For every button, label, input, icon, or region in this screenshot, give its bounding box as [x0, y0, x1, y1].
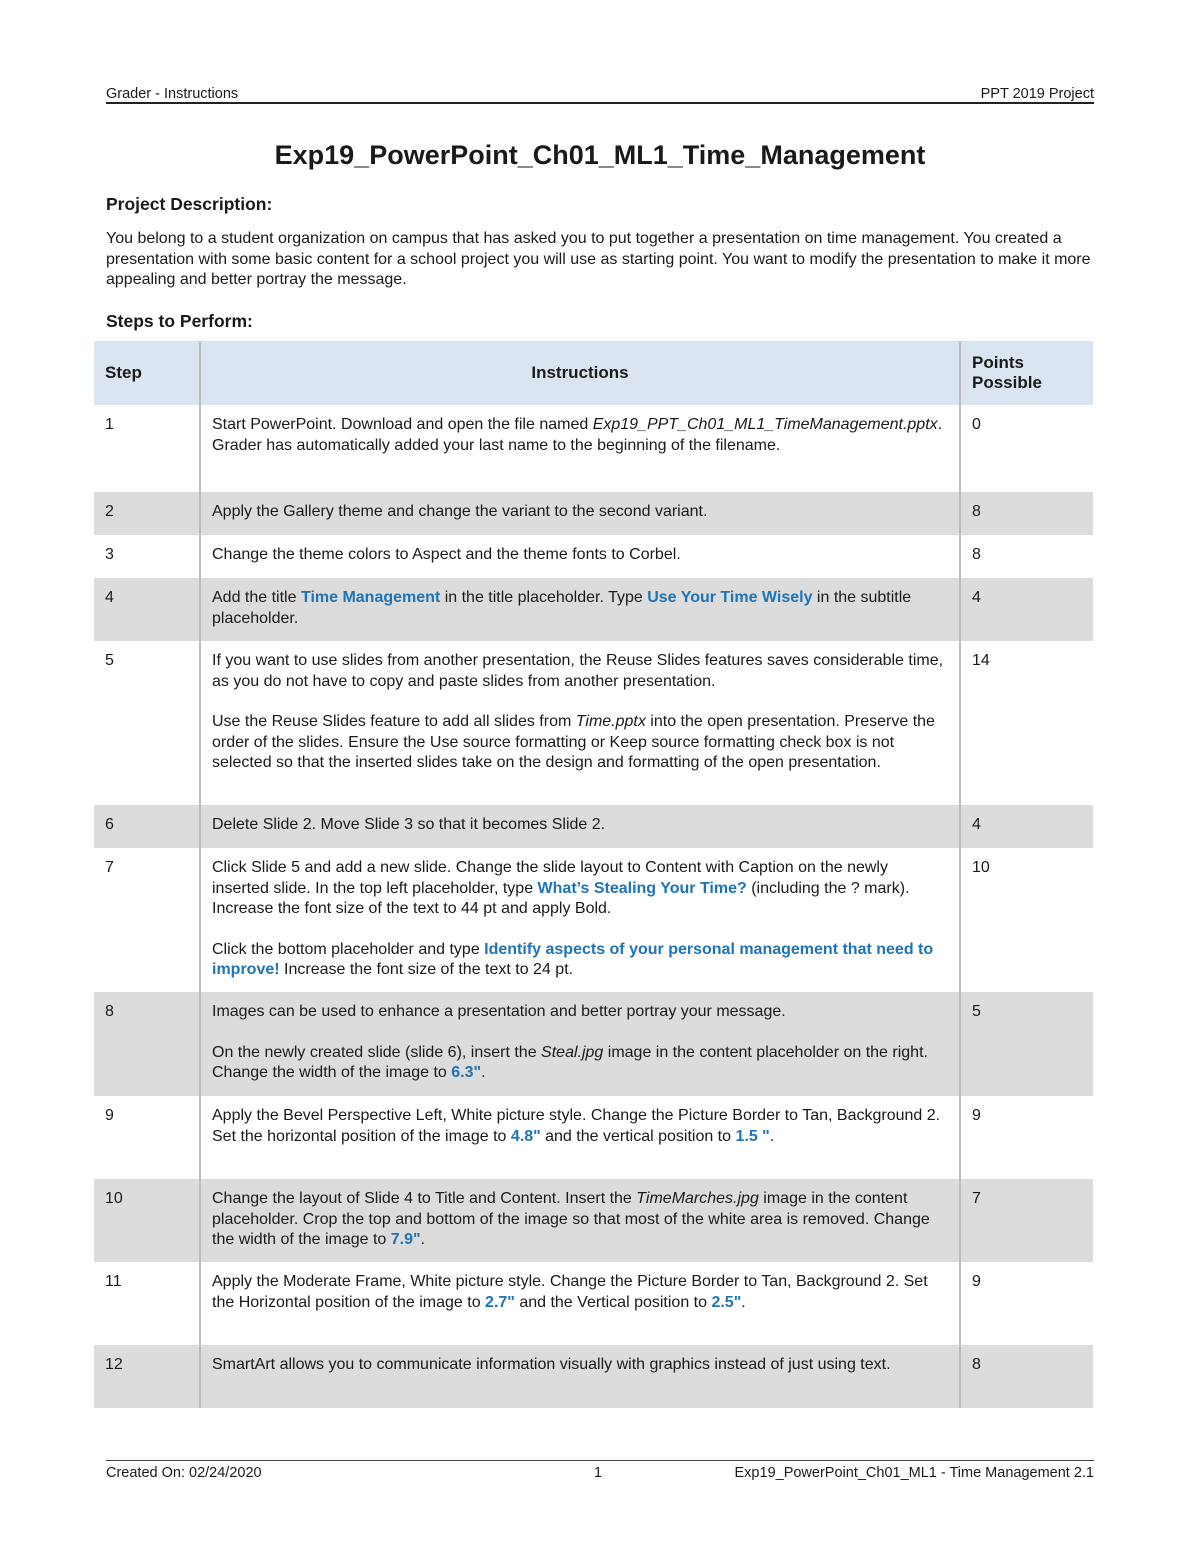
table-row: [94, 578, 1093, 641]
instruction-text: Change the theme colors to Aspect and the theme fonts to Corbel.: [212, 546, 681, 563]
instruction-paragraph: [212, 815, 948, 836]
step-instructions: [200, 1096, 960, 1179]
steps-table: [94, 341, 1093, 1408]
points-possible: 4: [960, 578, 1093, 641]
instruction-text: in the title placeholder. Type: [440, 589, 648, 606]
highlighted-text: What’s Stealing Your Time?: [537, 879, 747, 897]
instruction-text: .: [741, 1293, 746, 1311]
points-possible: 8: [972, 546, 981, 563]
step-number: 1: [105, 416, 114, 433]
highlighted-text: 2.7": [485, 1293, 515, 1311]
instruction-text: SmartArt allows you to communicate information visually with graphics instead of just using text.: [212, 1356, 891, 1373]
step-instructions: [200, 535, 960, 578]
highlighted-text: 1.5 ": [735, 1127, 770, 1145]
step-number: 7: [105, 859, 114, 876]
instruction-paragraph: [212, 545, 948, 566]
instruction-text: image in the content placeholder on the right. Change the width of the image to: [212, 1043, 928, 1081]
instruction-paragraph: [212, 1002, 948, 1023]
page-footer: [106, 1465, 1094, 1485]
table-row: [94, 1262, 1093, 1345]
highlighted-text: Identify aspects of your personal management that need to improve!: [212, 940, 934, 978]
step-number: 12: [94, 1345, 200, 1408]
table-row: [94, 805, 1093, 848]
document-title: Exp19_PowerPoint_Ch01_ML1_Time_Management: [274, 140, 926, 170]
instruction-paragraph: [212, 1189, 948, 1251]
instruction-text: (including the ? mark). Increase the font size of the text to 44 pt and apply Bold.: [212, 879, 910, 917]
step-instructions: [200, 1262, 960, 1345]
instruction-text: Change the layout of Slide 4 to Title and Content. Insert the: [212, 1190, 637, 1207]
footer-created-on: Created On: 02/24/2020: [106, 1465, 262, 1481]
step-instructions: [200, 848, 960, 992]
table-header-row: [94, 341, 1093, 405]
step-number: 3: [105, 546, 114, 563]
instruction-text: On the newly created slide (slide 6), insert the: [212, 1043, 542, 1061]
instruction-paragraph: [212, 920, 948, 981]
highlighted-text: 6.3": [451, 1064, 482, 1081]
step-number: 11: [105, 1273, 122, 1290]
points-possible: 9: [972, 1107, 981, 1124]
instruction-text: . Grader has automatically added your last name to the beginning of the filename.: [212, 416, 943, 454]
header-divider: [106, 102, 1094, 104]
instruction-text: .: [420, 1231, 426, 1248]
table-row: [94, 992, 1093, 1096]
instruction-text: If you want to use slides from another presentation, the Reuse Slides features saves considerable time, as you do not have to copy and paste slides from another presentation.: [212, 652, 944, 690]
step-instructions: [200, 492, 960, 535]
highlighted-text: Time Management: [300, 589, 441, 606]
instruction-paragraph: [212, 858, 948, 920]
header-left: Grader - Instructions: [106, 86, 239, 102]
table-row: [94, 848, 1093, 992]
instruction-text: and the vertical position to: [540, 1127, 736, 1145]
points-possible: 8: [960, 1345, 1093, 1408]
highlighted-text: Use Your Time Wisely: [647, 589, 813, 606]
instructions-column-header: Instructions: [200, 341, 960, 405]
points-possible: 10: [972, 859, 990, 876]
step-instructions: [200, 992, 960, 1096]
step-number: 9: [105, 1107, 114, 1124]
points-possible: 0: [972, 416, 981, 433]
instruction-text: and the Vertical position to: [514, 1293, 712, 1311]
points-possible: 4: [960, 805, 1093, 848]
step-instructions: [200, 405, 960, 492]
filename-text: TimeMarches.jpg: [636, 1190, 759, 1207]
filename-text: Exp19_PPT_Ch01_ML1_TimeManagement.pptx: [592, 416, 938, 433]
instruction-text: Apply the Bevel Perspective Left, White picture style. Change the Picture Border to Tan, Background 2. Set the horizontal position of the image to: [212, 1107, 941, 1145]
table-row: [94, 1179, 1093, 1262]
filename-text: Time.pptx: [575, 713, 646, 730]
instruction-text: Add the title: [212, 589, 301, 606]
step-number: 6: [94, 805, 200, 848]
header-right: PPT 2019 Project: [980, 86, 1094, 102]
step-number: 5: [105, 652, 114, 669]
instruction-text: Increase the font size of the text to 24 pt.: [279, 961, 574, 978]
points-possible: 14: [972, 652, 990, 669]
step-number: 10: [94, 1179, 200, 1262]
table-row: [94, 1345, 1093, 1408]
project-description-text: You belong to a student organization on campus that has asked you to put together a presentation on time management. You created a presentation with some basic content for a school project you will use as starting point. You want to modify the presentation to make it more appealing and better portray the message.: [106, 230, 1091, 288]
project-description-heading: Project Description:: [106, 194, 273, 214]
instruction-text: Click Slide 5 and add a new slide. Change the slide layout to Content with Caption on the newly inserted slide. In the top left placeholder, type: [212, 859, 888, 897]
table-row: [94, 641, 1093, 805]
points-possible: 7: [960, 1179, 1093, 1262]
instruction-paragraph: [212, 502, 948, 523]
instruction-text: Click the bottom placeholder and type: [212, 940, 485, 958]
instruction-paragraph: [212, 651, 948, 692]
table-row: [94, 1096, 1093, 1179]
step-number: 8: [94, 992, 200, 1096]
step-instructions: [200, 641, 960, 805]
filename-text: Steal.jpg: [541, 1043, 604, 1061]
points-header-label: Points Possible: [972, 353, 1042, 392]
instruction-paragraph: [212, 588, 948, 629]
highlighted-text: 7.9": [390, 1231, 421, 1248]
table-row: [94, 492, 1093, 535]
instruction-text: Apply the Moderate Frame, White picture style. Change the Picture Border to Tan, Background 2. Set the Horizontal position of the image to: [212, 1273, 928, 1311]
points-possible: 8: [960, 492, 1093, 535]
instruction-text: Apply the Gallery theme and change the variant to the second variant.: [212, 503, 708, 520]
step-instructions: [200, 578, 960, 641]
instruction-text: Start PowerPoint. Download and open the file named: [212, 416, 593, 433]
footer-document-id: Exp19_PowerPoint_Ch01_ML1 - Time Management 2.1: [734, 1465, 1094, 1481]
instruction-paragraph: [212, 1272, 948, 1313]
instruction-paragraph: [212, 1106, 948, 1147]
table-row: [94, 535, 1093, 578]
instruction-text: .: [769, 1127, 775, 1145]
footer-divider: [106, 1460, 1094, 1461]
step-instructions: [200, 805, 960, 848]
step-number: 2: [94, 492, 200, 535]
step-number: 4: [94, 578, 200, 641]
instruction-text: .: [481, 1064, 486, 1081]
highlighted-text: 2.5": [711, 1293, 742, 1311]
instruction-text: in the subtitle placeholder.: [212, 589, 912, 627]
footer-page-number: 1: [594, 1465, 603, 1481]
step-column-header: Step: [94, 341, 200, 405]
instruction-text: Delete Slide 2. Move Slide 3 so that it becomes Slide 2.: [212, 816, 606, 833]
steps-heading: Steps to Perform:: [106, 311, 253, 331]
instruction-paragraph: [212, 415, 948, 456]
table-row: [94, 405, 1093, 492]
points-possible: 5: [960, 992, 1093, 1096]
instruction-text: Images can be used to enhance a presentation and better portray your message.: [212, 1003, 786, 1020]
instruction-text: Use the Reuse Slides feature to add all slides from: [212, 713, 576, 730]
points-column-header: [960, 341, 1093, 405]
instruction-text: into the open presentation. Preserve the order of the slides. Ensure the Use source formatting or Keep source formatting check box is not selected so that the inserted slides take on the design and formatting of the open presentation.: [212, 713, 935, 771]
instruction-paragraph: [212, 1023, 948, 1084]
points-possible: 9: [972, 1273, 981, 1290]
instruction-text: image in the content placeholder. Crop the top and bottom of the image so that most of the white area is removed. Change the width of the image to: [212, 1190, 930, 1248]
highlighted-text: 4.8": [510, 1127, 541, 1145]
step-instructions: [200, 1179, 960, 1262]
page-header: [106, 82, 1094, 102]
instruction-paragraph: [212, 1355, 948, 1376]
step-instructions: [200, 1345, 960, 1408]
instruction-paragraph: [212, 692, 948, 774]
